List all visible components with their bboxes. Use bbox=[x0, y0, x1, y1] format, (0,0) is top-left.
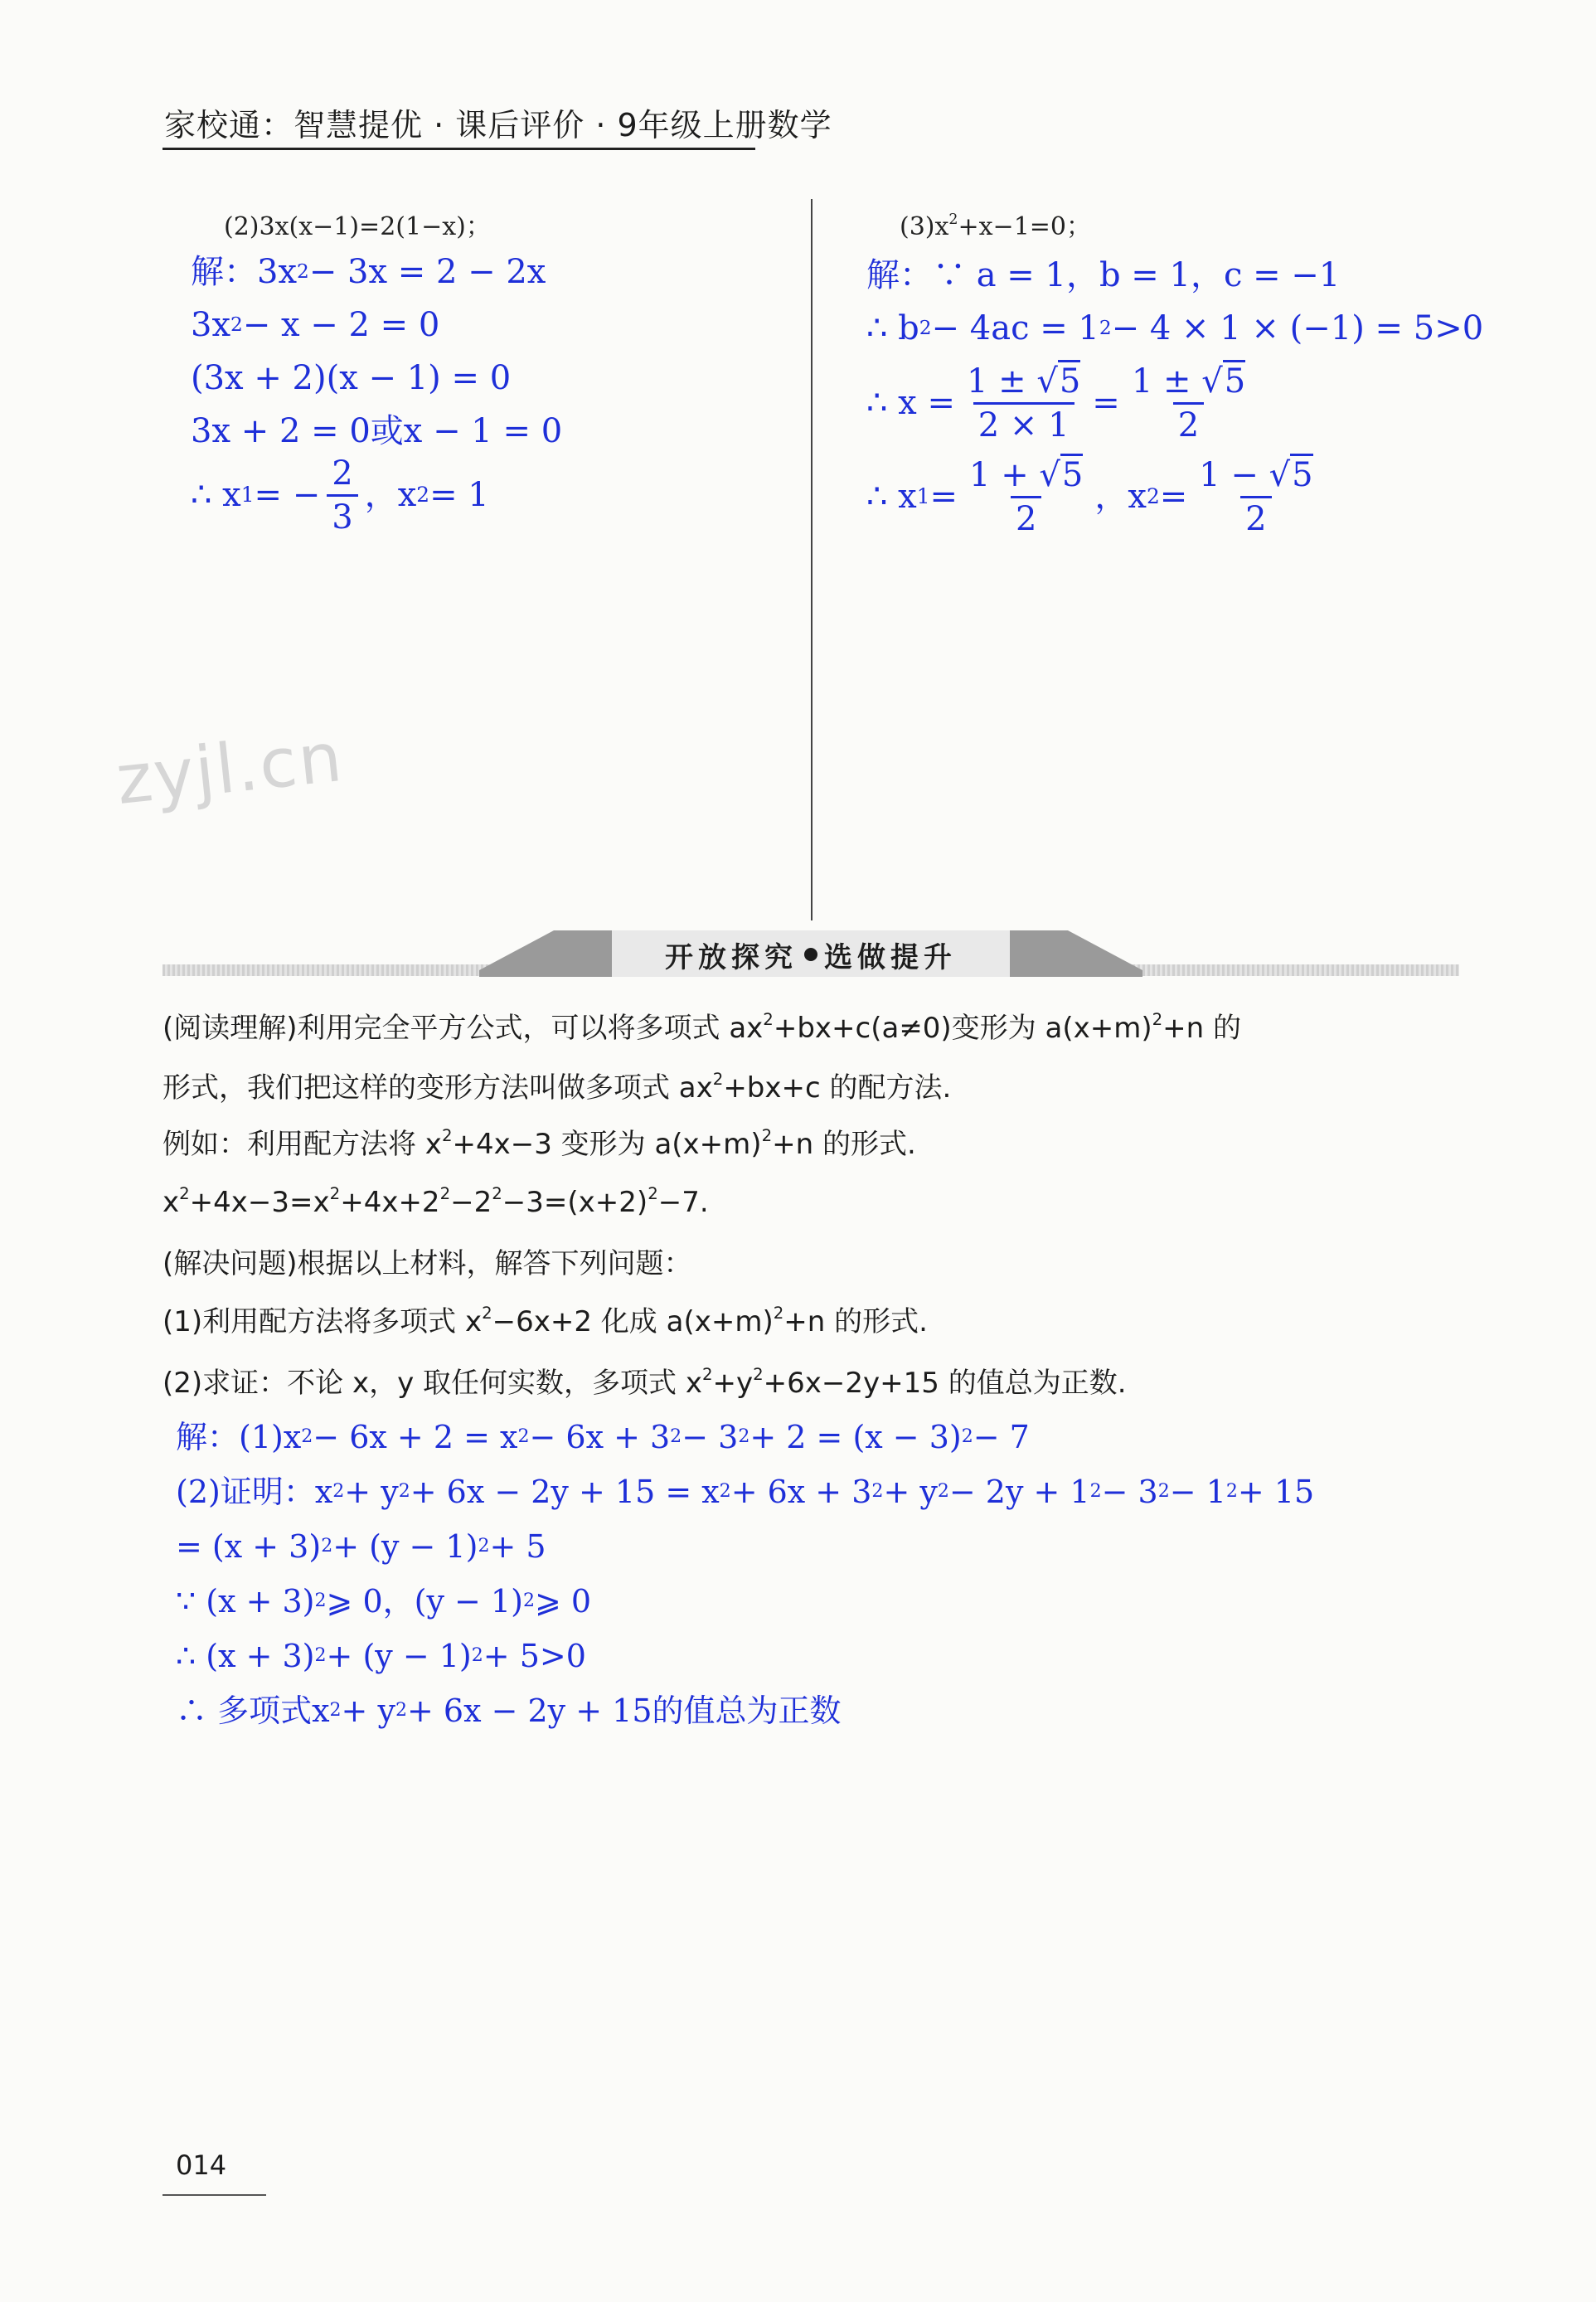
solution-line-5: ∴ (x + 3) 2 + (y − 1) 2 + 5>0 bbox=[176, 1638, 586, 1674]
bullet-dot-icon bbox=[804, 948, 817, 961]
problem-2-step-5: ∴ x 1 = − $\frac{2}{3}$ ，x 2 = 1 bbox=[191, 454, 489, 537]
problem-2-step-2: 3x 2 − x − 2 = 0 bbox=[191, 306, 440, 344]
solution-line-1: 解：(1)x 2 − 6x + 2 = x 2 − 6x + 3 2 − 3 2 + 2 = (x − 3) 2 − 7 bbox=[176, 1419, 1030, 1455]
solution-line-6: ∴ 多项式x 2 + y 2 + 6x − 2y + 15的值总为正数 bbox=[176, 1693, 842, 1729]
reading-line-3: 例如：利用配方法将 $x^2+4x-3$ 变形为 $a(x+m)^2+n$ 的形式. bbox=[163, 1126, 916, 1161]
reading-line-1: (阅读理解)利用完全平方公式，可以将多项式 $ax^2+bx+c(a\ne 0)$变形为 $a(x+m)^2+n$ 的 bbox=[163, 1010, 1242, 1045]
reading-line-4: $x^2+4x-3=x^2+4x+2^2-2^2-3=(x+2)^2-7$. bbox=[163, 1184, 709, 1219]
section-title-left: 开放探究 bbox=[665, 940, 798, 974]
page-number-rule bbox=[163, 2194, 266, 2196]
problem-2-step-1: 解：3x 2 − 3x = 2 − 2x bbox=[191, 253, 546, 291]
column-divider bbox=[811, 199, 813, 920]
page-number: 014 bbox=[176, 2149, 227, 2181]
problem-3-step-1: 解：∵ a = 1，b = 1，c = −1 bbox=[866, 256, 1341, 294]
question-2: (2)求证：不论 x，y 取任何实数，多项式 $x^2+y^2+6x-2y+15$ 的值总为正数. bbox=[163, 1365, 1127, 1400]
exploration-solution bbox=[176, 1410, 1314, 1738]
problem-3-step-3: ∴ x = $\frac{1 \pm √5}{2 \times 1}$ = $\frac{1 \pm √5}{2}$ bbox=[866, 355, 1483, 451]
header-title: 家校通：智慧提优 · 课后评价 · 9年级上册数学 bbox=[164, 107, 832, 143]
watermark: zyjl.cn bbox=[112, 717, 347, 821]
question-1: (1)利用配方法将多项式 $x^2-6x+2$ 化成 $a(x+m)^2+n$ 的形式. bbox=[163, 1304, 928, 1338]
reading-line-2: 形式，我们把这样的变形方法叫做多项式 $ax^2+bx+c$ 的配方法. bbox=[163, 1070, 952, 1105]
reading-line-5: (解决问题)根据以上材料，解答下列问题： bbox=[163, 1247, 692, 1280]
header-rule bbox=[163, 148, 755, 150]
problem-3-solution bbox=[866, 249, 1483, 542]
problem-2-solution bbox=[191, 245, 563, 537]
section-title bbox=[612, 933, 1010, 976]
solution-line-2: (2)证明：x 2 + y 2 + 6x − 2y + 15 = x 2 + 6x + 3 2 + y 2 − 2y + 1 2 − 3 2 − 1 2 + 15 bbox=[176, 1474, 1315, 1510]
problem-2-step-4: 3x + 2 = 0或x − 1 = 0 bbox=[191, 412, 563, 450]
problem-3-step-2: ∴ b 2 − 4ac = 1 2 − 4 × 1 × (−1) = 5>0 bbox=[866, 309, 1484, 347]
problem-3-step-4: ∴ x 1 = $\frac{1 + √5}{2}$ ，x 2 = $\frac{1 - √5}{2}$ bbox=[866, 451, 1483, 542]
section-title-right: 选做提升 bbox=[824, 940, 957, 974]
problem-3-statement: $(3)x^2+x-1=0$； bbox=[900, 211, 1092, 241]
solution-line-4: ∵ (x + 3) 2 ⩾ 0，(y − 1) 2 ⩾ 0 bbox=[176, 1583, 592, 1620]
problem-2-step-3: (3x + 2)(x − 1) = 0 bbox=[191, 359, 512, 397]
solution-line-3: = (x + 3) 2 + (y − 1) 2 + 5 bbox=[176, 1528, 546, 1565]
problem-2-statement: (2)3x(x−1)=2(1−x)； bbox=[224, 212, 491, 241]
